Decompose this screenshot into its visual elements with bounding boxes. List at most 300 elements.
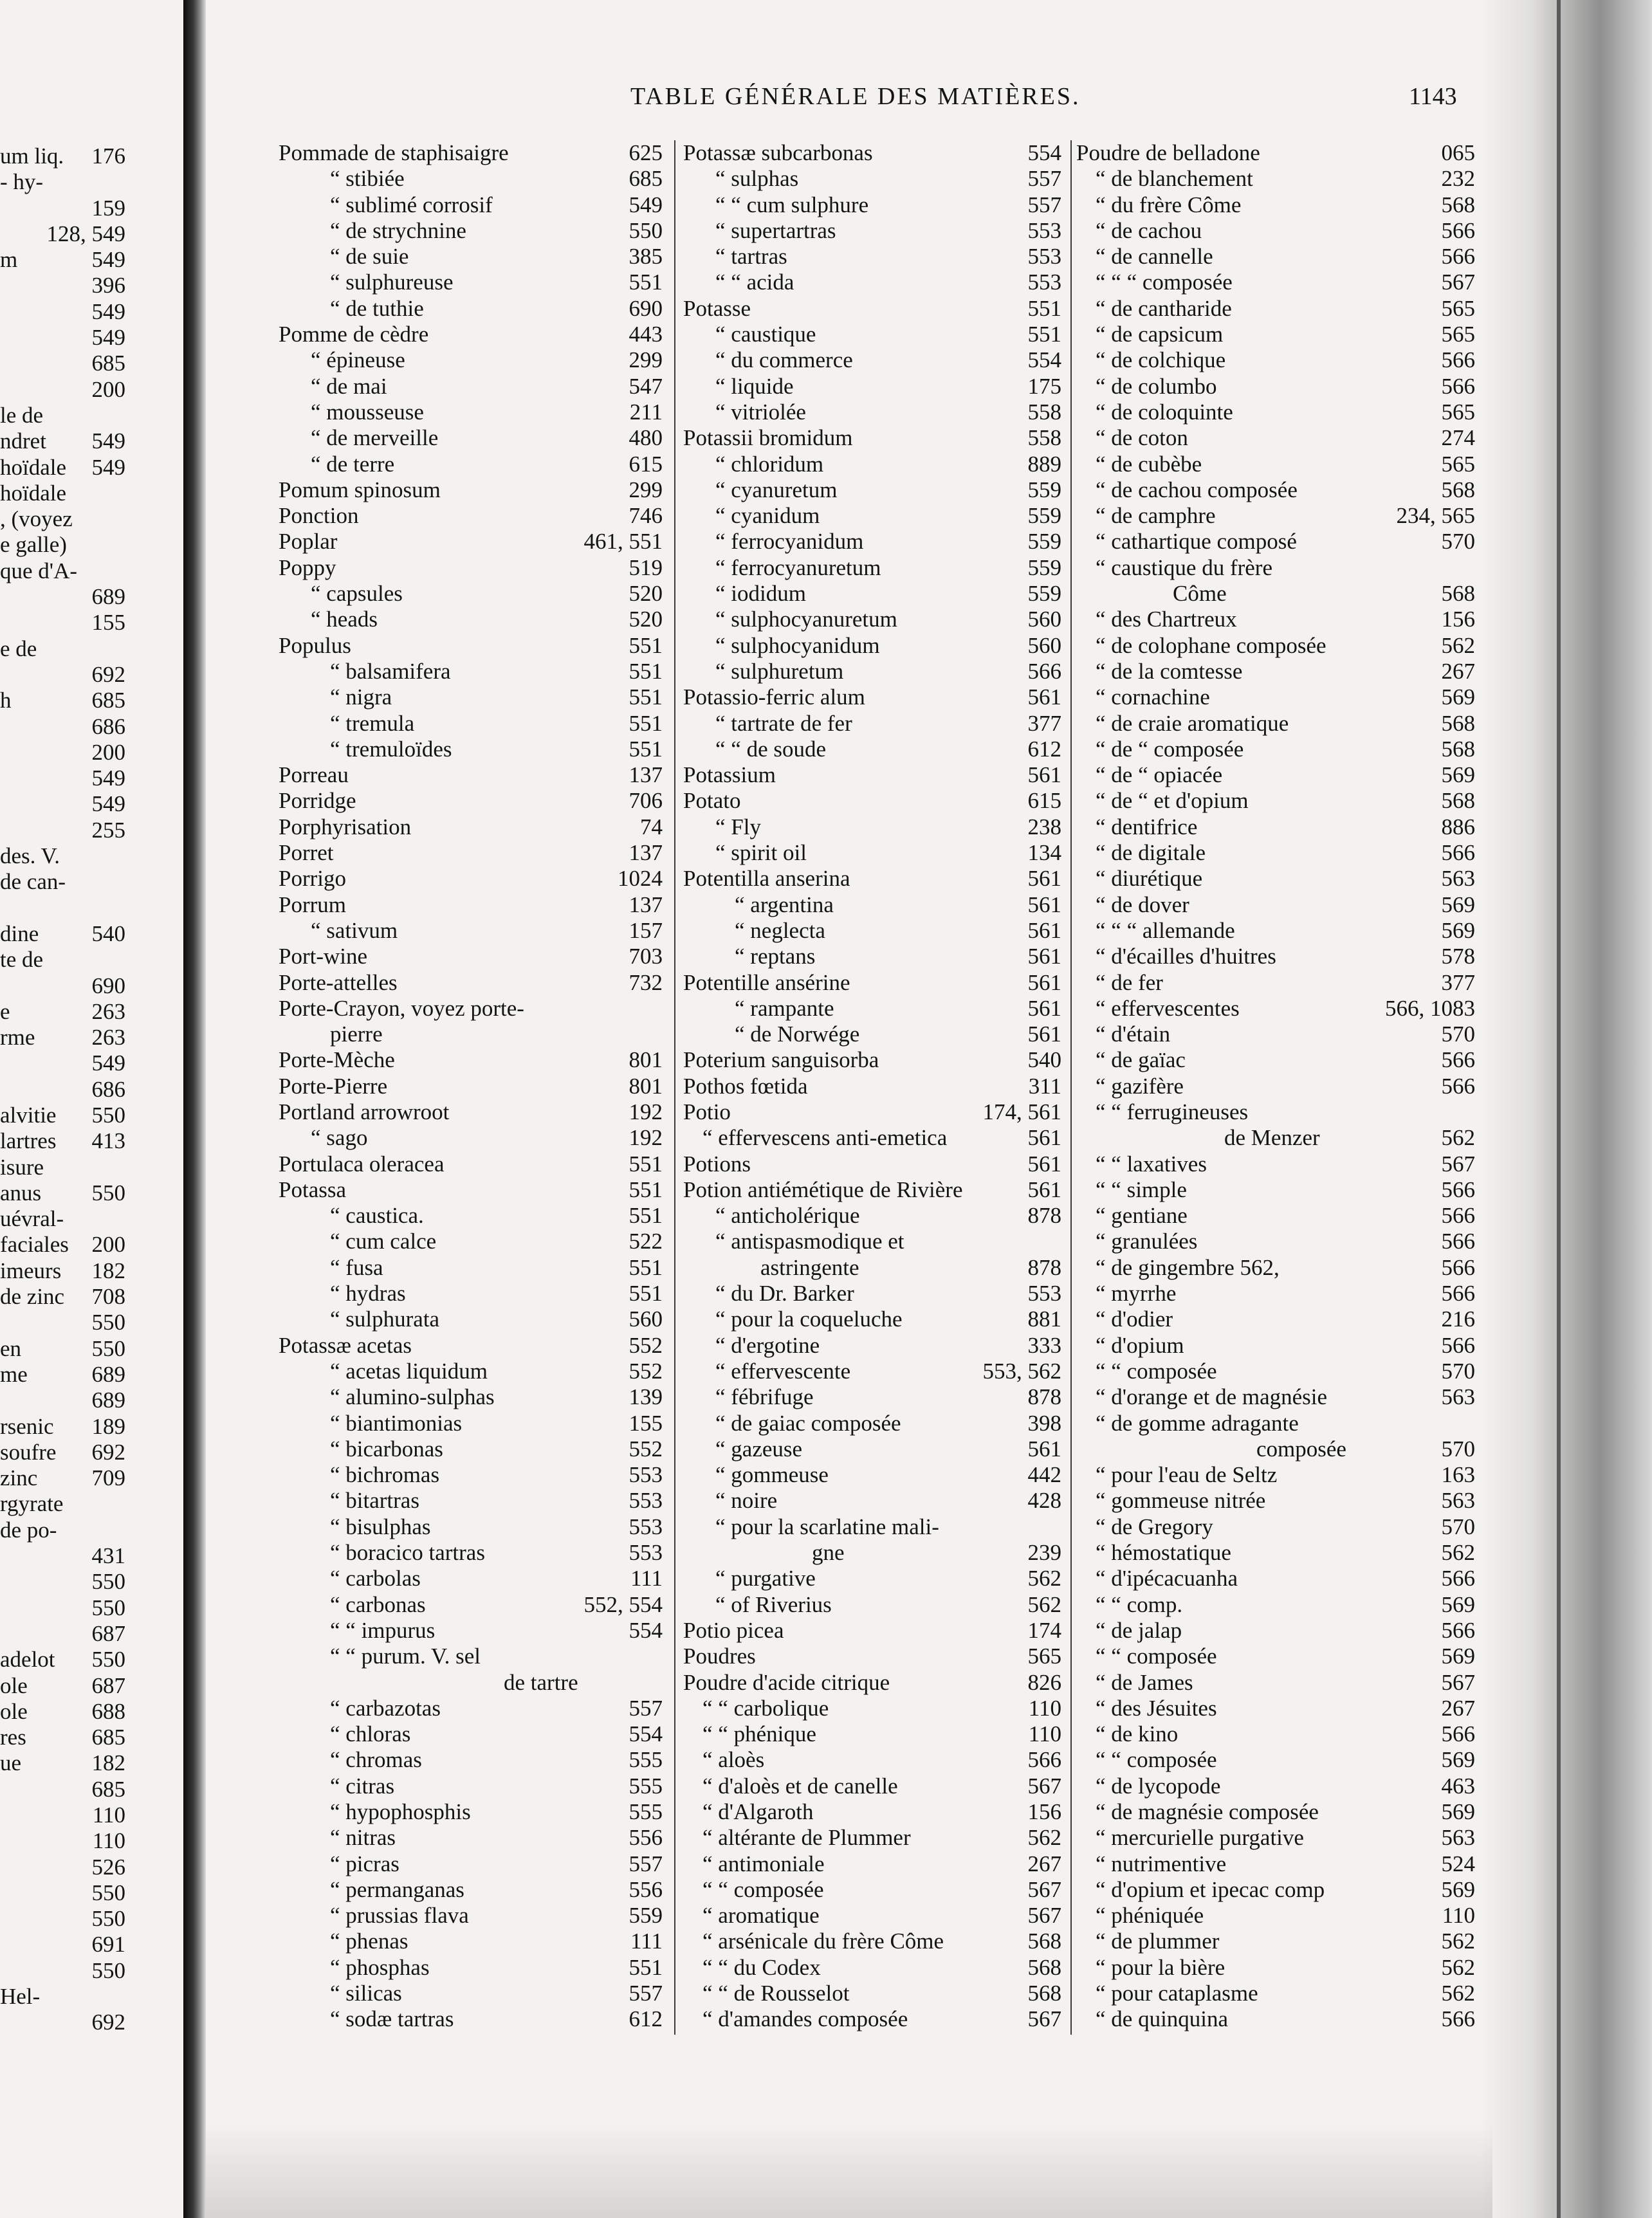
entry-page-ref: 192 bbox=[629, 1125, 663, 1151]
entry-page-ref: 566 bbox=[1441, 373, 1475, 399]
index-entry bbox=[683, 1488, 1061, 1514]
index-entry bbox=[683, 814, 1061, 840]
entry-term: “ épineuse bbox=[311, 347, 405, 373]
entry-page-ref: 551 bbox=[629, 1177, 663, 1202]
entry-page-ref: 522 bbox=[629, 1229, 663, 1254]
previous-page-entry bbox=[0, 1103, 125, 1128]
entry-term: “ chloridum bbox=[715, 451, 824, 477]
previous-page-entry bbox=[0, 1440, 125, 1465]
entry-page-ref: 568 bbox=[1441, 192, 1475, 217]
entry-page-ref: 570 bbox=[1441, 1022, 1475, 1047]
previous-entry-page-ref: 263 bbox=[91, 998, 125, 1024]
index-entry bbox=[279, 1462, 663, 1488]
previous-page-entry bbox=[0, 351, 125, 376]
index-entry bbox=[279, 581, 663, 607]
previous-entry-page-ref: 255 bbox=[91, 817, 125, 843]
entry-page-ref: 566 bbox=[1441, 1047, 1475, 1073]
entry-page-ref: 565 bbox=[1441, 451, 1475, 477]
previous-page-entry bbox=[0, 558, 125, 584]
previous-entry-page-ref: 550 bbox=[91, 1569, 125, 1595]
entry-page-ref: 554 bbox=[1027, 347, 1061, 373]
entry-page-ref: 192 bbox=[629, 1099, 663, 1124]
index-entry bbox=[683, 737, 1061, 762]
previous-page-entry bbox=[0, 636, 125, 662]
previous-entry-text: - hy- bbox=[0, 169, 44, 195]
previous-page-entry bbox=[0, 428, 125, 454]
index-entry bbox=[683, 1877, 1061, 1903]
entry-page-ref: 553 bbox=[1027, 270, 1061, 295]
index-entry bbox=[1076, 1721, 1475, 1747]
entry-page-ref: 442 bbox=[1027, 1462, 1061, 1488]
previous-entry-page-ref: 708 bbox=[91, 1284, 125, 1310]
entry-page-ref: 553 bbox=[1027, 244, 1061, 270]
index-entry bbox=[683, 1773, 1061, 1799]
entry-page-ref: 563 bbox=[1441, 1488, 1475, 1514]
previous-page-entry bbox=[0, 455, 125, 481]
index-entry bbox=[683, 970, 1061, 996]
entry-term: Potassii bromidum bbox=[683, 425, 853, 451]
entry-term: “ supertartras bbox=[715, 217, 836, 243]
entry-page-ref: 557 bbox=[1027, 192, 1061, 217]
previous-entry-page-ref: 128, 549 bbox=[46, 221, 125, 246]
previous-page-entry bbox=[0, 299, 125, 325]
index-entry bbox=[279, 633, 663, 659]
previous-entry-text: des. V. bbox=[0, 843, 60, 869]
entry-term: “ “ composée bbox=[1096, 1644, 1217, 1669]
entry-term: Potion antiémétique de Rivière bbox=[683, 1177, 963, 1202]
previous-page-entry bbox=[0, 765, 125, 791]
entry-term: Porrum bbox=[279, 892, 346, 917]
entry-term: “ prussias flava bbox=[330, 1903, 469, 1929]
previous-page-entry bbox=[0, 947, 125, 973]
previous-page-entry bbox=[0, 921, 125, 947]
entry-page-ref: 552 bbox=[629, 1332, 663, 1358]
entry-term: Portulaca oleracea bbox=[279, 1151, 445, 1177]
index-entry bbox=[683, 2006, 1061, 2032]
previous-entry-text: le de bbox=[0, 402, 44, 428]
entry-term: “ of Riverius bbox=[715, 1591, 832, 1617]
index-entry bbox=[1076, 374, 1475, 399]
entry-term: Porrigo bbox=[279, 866, 346, 892]
entry-term: “ arsénicale du frère Côme bbox=[702, 1929, 944, 1954]
index-entry bbox=[1076, 1644, 1475, 1669]
index-entry bbox=[279, 1721, 663, 1747]
entry-page-ref: 568 bbox=[1441, 788, 1475, 814]
entry-page-ref: 569 bbox=[1441, 1876, 1475, 1902]
entry-term: “ acetas liquidum bbox=[330, 1358, 488, 1384]
previous-entry-page-ref: 549 bbox=[91, 1050, 125, 1076]
index-entry bbox=[279, 840, 663, 866]
entry-term: “ du commerce bbox=[715, 347, 853, 373]
entry-page-ref: 746 bbox=[629, 503, 663, 529]
index-entry bbox=[279, 1177, 663, 1203]
previous-page-entry bbox=[0, 1673, 125, 1699]
entry-term: “ “ composée bbox=[702, 1876, 824, 1902]
entry-term: Pomum spinosum bbox=[279, 477, 441, 502]
column-rule-2 bbox=[1070, 140, 1072, 2035]
entry-page-ref: 559 bbox=[1027, 581, 1061, 607]
index-entry bbox=[683, 866, 1061, 892]
previous-entry-page-ref: 685 bbox=[91, 1776, 125, 1802]
index-entry bbox=[683, 166, 1061, 192]
index-entry bbox=[683, 996, 1061, 1022]
previous-page-entry bbox=[0, 273, 125, 298]
entry-page-ref: 311 bbox=[1028, 1073, 1061, 1099]
previous-page-entry bbox=[0, 1855, 125, 1880]
previous-entry-page-ref: 685 bbox=[91, 351, 125, 376]
entry-term: “ de gaiac composée bbox=[715, 1410, 901, 1436]
entry-page-ref: 566 bbox=[1441, 1617, 1475, 1643]
entry-term: “ de colophane composée bbox=[1096, 632, 1326, 658]
index-entry bbox=[683, 659, 1061, 684]
index-entry bbox=[1076, 1255, 1475, 1281]
entry-term: “ hémostatique bbox=[1096, 1540, 1231, 1566]
entry-term: “ aloès bbox=[702, 1747, 765, 1773]
index-entry bbox=[279, 814, 663, 840]
previous-page-entry bbox=[0, 1932, 125, 1957]
index-entry bbox=[683, 1929, 1061, 1954]
previous-entry-text: anus bbox=[0, 1180, 42, 1205]
index-entry bbox=[1076, 1411, 1475, 1436]
index-entry bbox=[1076, 1903, 1475, 1929]
entry-page-ref: 567 bbox=[1027, 2006, 1061, 2032]
index-entry bbox=[683, 296, 1061, 322]
entry-term: “ caustique du frère bbox=[1096, 554, 1272, 580]
entry-term: “ de jalap bbox=[1096, 1617, 1182, 1643]
entry-term: “ bichromas bbox=[330, 1462, 440, 1488]
entry-term: “ ferrocyanuretum bbox=[715, 554, 881, 580]
entry-page-ref: 886 bbox=[1441, 814, 1475, 839]
entry-term: “ d'étain bbox=[1096, 1022, 1171, 1047]
index-entry bbox=[1076, 1125, 1475, 1151]
entry-page-ref: 553 bbox=[629, 1514, 663, 1539]
index-entry bbox=[1076, 1177, 1475, 1203]
index-entry bbox=[1076, 1022, 1475, 1047]
previous-entry-text: rgyrate bbox=[0, 1491, 64, 1517]
entry-page-ref: 551 bbox=[629, 658, 663, 684]
index-entry bbox=[683, 1721, 1061, 1747]
index-entry bbox=[683, 322, 1061, 347]
index-entry bbox=[279, 374, 663, 399]
index-entry bbox=[683, 1151, 1061, 1177]
index-entry bbox=[279, 659, 663, 684]
entry-term: Poplar bbox=[279, 529, 338, 554]
previous-entry-page-ref: 688 bbox=[91, 1698, 125, 1724]
entry-term: “ sulphas bbox=[715, 166, 799, 192]
index-entry bbox=[1076, 1229, 1475, 1254]
previous-page-entry bbox=[0, 1750, 125, 1776]
index-entry bbox=[1076, 1592, 1475, 1618]
entry-page-ref: 134 bbox=[1027, 840, 1061, 866]
entry-page-ref: 551 bbox=[629, 1954, 663, 1980]
entry-term: “ “ simple bbox=[1096, 1177, 1187, 1202]
entry-term: “ pour l'eau de Seltz bbox=[1096, 1462, 1278, 1488]
entry-page-ref: 110 bbox=[1028, 1721, 1061, 1747]
entry-term: “ spirit oil bbox=[715, 840, 807, 866]
index-entry bbox=[683, 1618, 1061, 1644]
previous-page-entry bbox=[0, 1569, 125, 1595]
entry-term: “ tremula bbox=[330, 710, 415, 736]
entry-term: Portland arrowroot bbox=[279, 1099, 450, 1124]
entry-page-ref: 553 bbox=[629, 1540, 663, 1566]
entry-term: Poudres bbox=[683, 1644, 756, 1669]
entry-term: “ sulphurata bbox=[330, 1306, 440, 1332]
entry-page-ref: 559 bbox=[1027, 477, 1061, 502]
index-entry bbox=[279, 166, 663, 192]
previous-entry-page-ref: 200 bbox=[91, 1232, 125, 1258]
entry-page-ref: 540 bbox=[1027, 1047, 1061, 1073]
previous-entry-page-ref: 396 bbox=[91, 273, 125, 298]
entry-page-ref: 612 bbox=[629, 2006, 663, 2032]
entry-term: “ mercurielle purgative bbox=[1096, 1825, 1304, 1851]
previous-entry-page-ref: 550 bbox=[91, 1647, 125, 1673]
previous-page-entry bbox=[0, 1828, 125, 1854]
entry-term: “ citras bbox=[330, 1773, 395, 1799]
index-entry bbox=[683, 529, 1061, 554]
index-entry bbox=[1076, 1306, 1475, 1332]
previous-page-entry bbox=[0, 1465, 125, 1491]
previous-page-column bbox=[0, 143, 125, 2036]
index-entry bbox=[1076, 140, 1475, 166]
entry-term: Porte-Pierre bbox=[279, 1073, 388, 1099]
entry-term: Porte-Crayon, voyez porte- bbox=[279, 995, 524, 1021]
entry-term: “ noire bbox=[715, 1488, 778, 1514]
previous-entry-page-ref: 550 bbox=[91, 1310, 125, 1335]
previous-entry-text: hoïdale bbox=[0, 454, 67, 480]
entry-term: “ d'aloès et de canelle bbox=[702, 1773, 898, 1799]
entry-page-ref: 550 bbox=[629, 217, 663, 243]
entry-term: composée bbox=[1256, 1436, 1346, 1462]
previous-page-entry bbox=[0, 1699, 125, 1725]
previous-page-entry bbox=[0, 662, 125, 688]
previous-entry-text: de can- bbox=[0, 869, 66, 895]
previous-entry-page-ref: 549 bbox=[91, 325, 125, 351]
entry-page-ref: 557 bbox=[629, 1695, 663, 1721]
entry-term: “ “ carbolique bbox=[702, 1695, 829, 1721]
entry-term: “ pour cataplasme bbox=[1096, 1981, 1258, 2006]
previous-page-entry bbox=[0, 481, 125, 506]
entry-page-ref: 625 bbox=[629, 140, 663, 165]
index-entry bbox=[279, 737, 663, 762]
index-entry bbox=[683, 1799, 1061, 1825]
entry-term: “ d'odier bbox=[1096, 1306, 1173, 1332]
entry-term: Port-wine bbox=[279, 944, 368, 969]
entry-term: “ iodidum bbox=[715, 581, 806, 607]
entry-term: Côme bbox=[1173, 581, 1227, 607]
entry-page-ref: 569 bbox=[1441, 892, 1475, 917]
index-entry bbox=[279, 607, 663, 632]
index-entry bbox=[683, 425, 1061, 451]
entry-term: “ silicas bbox=[330, 1981, 402, 2006]
entry-term: Poudre de belladone bbox=[1076, 140, 1260, 165]
entry-term: “ effervescentes bbox=[1096, 995, 1240, 1021]
previous-entry-page-ref: 549 bbox=[91, 791, 125, 817]
entry-term: “ sulphureuse bbox=[330, 270, 454, 295]
entry-term: “ phosphas bbox=[330, 1954, 430, 1980]
entry-term: “ stibiée bbox=[330, 166, 405, 192]
entry-page-ref: 553 bbox=[629, 1462, 663, 1488]
index-entry bbox=[683, 1514, 1061, 1540]
index-entry bbox=[1076, 529, 1475, 554]
entry-page-ref: 561 bbox=[1027, 1177, 1061, 1202]
entry-page-ref: 333 bbox=[1027, 1332, 1061, 1358]
index-entry bbox=[1076, 2006, 1475, 2032]
index-entry bbox=[1076, 1825, 1475, 1851]
entry-term: “ heads bbox=[311, 607, 378, 632]
index-entry bbox=[279, 555, 663, 581]
entry-term: “ aromatique bbox=[702, 1903, 820, 1929]
entry-term: “ pour la coqueluche bbox=[715, 1306, 903, 1332]
previous-entry-page-ref: 550 bbox=[91, 1335, 125, 1361]
entry-term: “ sulphocyanidum bbox=[715, 632, 880, 658]
index-entry bbox=[1076, 477, 1475, 503]
entry-page-ref: 568 bbox=[1441, 581, 1475, 607]
entry-term: “ tartrate de fer bbox=[715, 710, 852, 736]
previous-page-entry bbox=[0, 1958, 125, 1984]
entry-page-ref: 065 bbox=[1441, 140, 1475, 165]
index-entry bbox=[279, 270, 663, 295]
entry-page-ref: 562 bbox=[1441, 1954, 1475, 1980]
index-entry bbox=[683, 244, 1061, 270]
entry-term: Porret bbox=[279, 840, 334, 866]
index-entry bbox=[279, 1074, 663, 1099]
entry-term: “ sulphuretum bbox=[715, 658, 844, 684]
entry-page-ref: 239 bbox=[1027, 1540, 1061, 1566]
entry-term: de tartre bbox=[504, 1669, 578, 1695]
entry-page-ref: 560 bbox=[1027, 607, 1061, 632]
previous-page-entry bbox=[0, 196, 125, 221]
entry-page-ref: 137 bbox=[629, 840, 663, 866]
entry-page-ref: 555 bbox=[629, 1799, 663, 1824]
previous-entry-text: , (voyez bbox=[0, 506, 73, 532]
previous-page-entry bbox=[0, 506, 125, 532]
entry-page-ref: 553, 562 bbox=[982, 1358, 1061, 1384]
entry-term: “ mousseuse bbox=[311, 399, 424, 425]
entry-page-ref: 615 bbox=[629, 451, 663, 477]
previous-entry-page-ref: 549 bbox=[91, 454, 125, 480]
previous-entry-text: que d'A- bbox=[0, 558, 78, 583]
entry-page-ref: 174, 561 bbox=[982, 1099, 1061, 1124]
entry-term: “ de blanchement bbox=[1096, 166, 1253, 192]
entry-page-ref: 557 bbox=[1027, 166, 1061, 192]
entry-term: “ de capsicum bbox=[1096, 322, 1224, 347]
entry-page-ref: 561 bbox=[1027, 1125, 1061, 1151]
previous-page-entry bbox=[0, 1777, 125, 1802]
entry-page-ref: 551 bbox=[629, 710, 663, 736]
index-entry bbox=[279, 1022, 663, 1047]
index-entry bbox=[279, 1618, 663, 1644]
previous-entry-text: faciales bbox=[0, 1232, 69, 1258]
entry-page-ref: 547 bbox=[629, 373, 663, 399]
index-entry bbox=[683, 477, 1061, 503]
entry-page-ref: 163 bbox=[1441, 1462, 1475, 1488]
index-entry bbox=[683, 1566, 1061, 1591]
entry-page-ref: 554 bbox=[629, 1617, 663, 1643]
entry-term: “ de la comtesse bbox=[1096, 658, 1243, 684]
running-header: TABLE GÉNÉRALE DES MATIÈRES. bbox=[630, 83, 1081, 110]
index-entry bbox=[1076, 814, 1475, 840]
index-entry bbox=[1076, 452, 1475, 477]
previous-entry-page-ref: 689 bbox=[91, 1388, 125, 1413]
previous-entry-text: de zinc bbox=[0, 1284, 65, 1310]
entry-page-ref: 569 bbox=[1441, 1799, 1475, 1824]
index-entry bbox=[279, 1151, 663, 1177]
entry-term: Porreau bbox=[279, 762, 349, 788]
entry-term: “ “ de soude bbox=[715, 736, 827, 762]
previous-page-entry bbox=[0, 169, 125, 195]
previous-entry-page-ref: 691 bbox=[91, 1932, 125, 1957]
entry-page-ref: 567 bbox=[1027, 1903, 1061, 1929]
entry-term: “ de merveille bbox=[311, 425, 439, 451]
entry-page-ref: 566 bbox=[1027, 658, 1061, 684]
entry-page-ref: 551 bbox=[629, 1151, 663, 1177]
entry-page-ref: 551 bbox=[629, 736, 663, 762]
entry-term: “ boracico tartras bbox=[330, 1540, 485, 1566]
entry-term: gne bbox=[812, 1540, 845, 1566]
index-entry bbox=[279, 218, 663, 244]
previous-entry-text: ndret bbox=[0, 428, 46, 454]
entry-page-ref: 377 bbox=[1441, 969, 1475, 995]
previous-page-entry bbox=[0, 714, 125, 740]
entry-page-ref: 554 bbox=[1027, 140, 1061, 165]
index-entry bbox=[279, 1281, 663, 1306]
index-entry bbox=[683, 1825, 1061, 1851]
entry-page-ref: 566 bbox=[1441, 1721, 1475, 1747]
entry-term: Potassæ subcarbonas bbox=[683, 140, 873, 165]
entry-term: de Menzer bbox=[1224, 1125, 1320, 1151]
index-entry bbox=[683, 1903, 1061, 1929]
previous-entry-page-ref: 550 bbox=[91, 1595, 125, 1620]
entry-term: “ d'amandes composée bbox=[702, 2006, 908, 2032]
previous-entry-page-ref: 110 bbox=[92, 1828, 125, 1854]
entry-term: “ nigra bbox=[330, 684, 392, 710]
entry-page-ref: 801 bbox=[629, 1047, 663, 1073]
entry-page-ref: 566 bbox=[1441, 217, 1475, 243]
index-entry bbox=[1076, 192, 1475, 218]
entry-term: “ cyanuretum bbox=[715, 477, 838, 502]
index-entry bbox=[279, 1047, 663, 1073]
previous-entry-page-ref: 690 bbox=[91, 973, 125, 998]
index-entry bbox=[1076, 1566, 1475, 1591]
previous-entry-page-ref: 687 bbox=[91, 1673, 125, 1698]
previous-page-entry bbox=[0, 1388, 125, 1413]
index-entry bbox=[279, 1747, 663, 1773]
entry-page-ref: 562 bbox=[1441, 1125, 1475, 1151]
index-entry bbox=[683, 607, 1061, 632]
entry-term: “ alumino-sulphas bbox=[330, 1384, 495, 1410]
index-entry bbox=[1076, 218, 1475, 244]
index-entry bbox=[1076, 996, 1475, 1022]
entry-term: “ de James bbox=[1096, 1669, 1193, 1695]
index-entry bbox=[1076, 425, 1475, 451]
index-entry bbox=[1076, 1929, 1475, 1954]
entry-term: “ de cannelle bbox=[1096, 244, 1213, 270]
previous-entry-text: rme bbox=[0, 1025, 35, 1050]
index-entry bbox=[279, 1359, 663, 1384]
entry-page-ref: 578 bbox=[1441, 944, 1475, 969]
entry-term: pierre bbox=[330, 1022, 383, 1047]
entry-term: “ effervescente bbox=[715, 1358, 851, 1384]
index-entry bbox=[279, 1592, 663, 1618]
entry-term: Potassio-ferric alum bbox=[683, 684, 865, 710]
index-entry bbox=[683, 1203, 1061, 1229]
index-entry bbox=[683, 840, 1061, 866]
page-edge-right bbox=[1480, 0, 1652, 2218]
entry-page-ref: 551 bbox=[629, 1281, 663, 1306]
previous-page-entry bbox=[0, 221, 125, 247]
entry-page-ref: 555 bbox=[629, 1773, 663, 1799]
entry-term: “ sativum bbox=[311, 917, 398, 943]
